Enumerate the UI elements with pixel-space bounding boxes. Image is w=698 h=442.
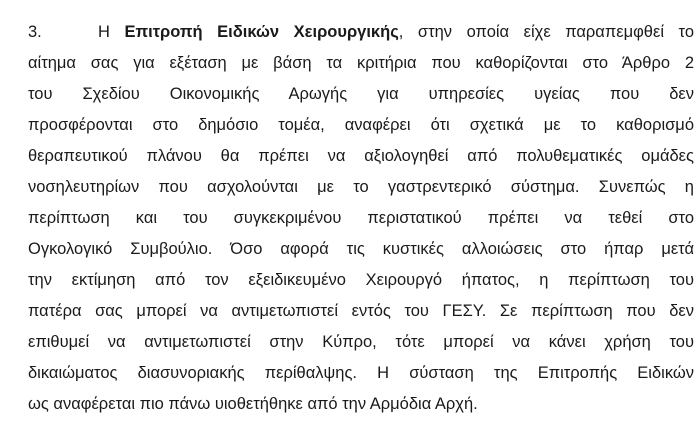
paragraph-line-13: ως αναφέρεται πιο πάνω υιοθετήθηκε από την Αρμόδια Αρχή. — [28, 395, 478, 413]
paragraph-line-9: την εκτίμηση από τον εξειδικευμένο Χειρουργό ήπατος, η περίπτωση του — [28, 271, 694, 289]
paragraph-line-5: θεραπευτικού πλάνου θα πρέπει να αξιολογηθεί από πολυθεματικές ομάδες — [28, 147, 694, 165]
paragraph-line-12: δικαιώματος διασυνοριακής περίθαλψης. Η σύσταση της Επιτροπής Ειδικών — [28, 364, 694, 382]
paragraph-line-2: αίτημα σας για εξέταση με βάση τα κριτήρια που καθορίζονται στο Άρθρο 2 — [28, 54, 694, 72]
paragraph-number: 3. — [28, 23, 42, 41]
paragraph-line-1 — [28, 22, 694, 42]
paragraph-line-11: επιθυμεί να αντιμετωπιστεί στην Κύπρο, τότε μπορεί να κάνει χρήση του — [28, 333, 694, 351]
paragraph-line-8: Ογκολογικό Συμβούλιο. Όσο αφορά τις κυστικές αλλοιώσεις στο ήπαρ μετά — [28, 240, 694, 258]
paragraph-line-3: του Σχεδίου Οικονομικής Αρωγής για υπηρεσίες υγείας που δεν — [28, 85, 694, 103]
paragraph-line-7: περίπτωση και του συγκεκριμένου περιστατικού πρέπει να τεθεί στο — [28, 209, 694, 227]
paragraph-line-4: προσφέρονται στο δημόσιο τομέα, αναφέρει ότι σχετικά με το καθορισμό — [28, 116, 694, 134]
paragraph-line-10: πατέρα σας μπορεί να αντιμετωπιστεί εντός του ΓΕΣΥ. Σε περίπτωση που δεν — [28, 302, 694, 320]
line-1-end: , στην οποία είχε παραπεμφθεί το — [398, 23, 694, 41]
committee-name-bold: Επιτροπή Ειδικών Χειρουργικής — [124, 23, 399, 41]
line-1-start: Η — [98, 23, 125, 41]
paragraph-line-6: νοσηλευτηρίων που ασχολούνται με το γαστρεντερικό σύστημα. Συνεπώς η — [28, 178, 694, 196]
